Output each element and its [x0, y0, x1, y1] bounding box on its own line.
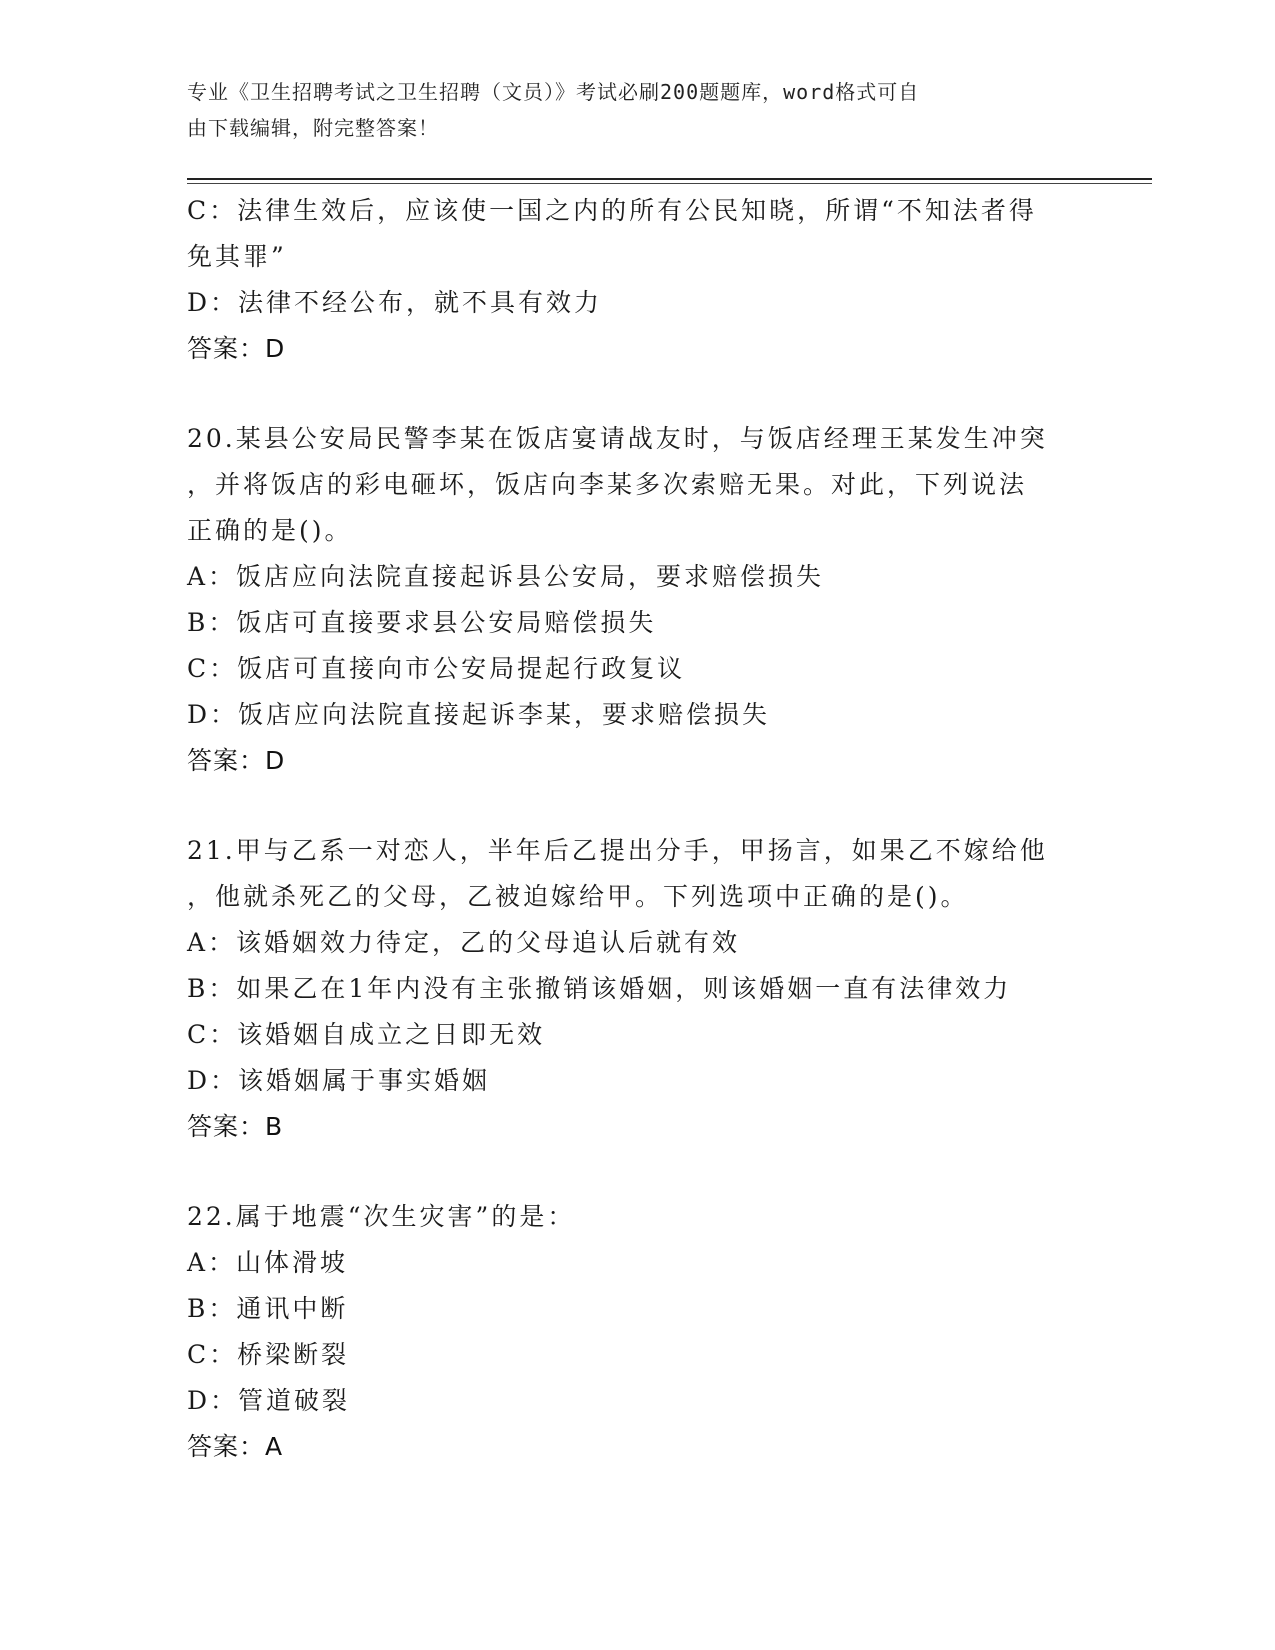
question-stem-line: 正确的是()。	[187, 516, 353, 545]
option-d: D：法律不经公布，就不具有效力	[187, 288, 603, 317]
header-line-2: 由下载编辑，附完整答案！	[187, 116, 439, 140]
option-a: A：山体滑坡	[187, 1248, 349, 1277]
question-stem-line: ，他就杀死乙的父母，乙被迫嫁给甲。下列选项中正确的是()。	[187, 882, 969, 911]
option-b: B：饭店可直接要求县公安局赔偿损失	[187, 608, 657, 637]
document-header	[187, 74, 1077, 146]
answer-line: 答案：D	[187, 746, 286, 775]
spacer	[187, 1150, 1087, 1194]
question-stem-line: 21.甲与乙系一对恋人，半年后乙提出分手，甲扬言，如果乙不嫁给他	[187, 836, 1048, 865]
header-divider-thin	[187, 183, 1152, 184]
option-b: B：通讯中断	[187, 1294, 349, 1323]
answer-line: 答案：B	[187, 1112, 284, 1141]
spacer	[187, 372, 1087, 416]
option-d: D：管道破裂	[187, 1386, 351, 1415]
option-d: D：该婚姻属于事实婚姻	[187, 1066, 491, 1095]
question-20	[187, 416, 1087, 784]
question-stem-line: ，并将饭店的彩电砸坏，饭店向李某多次索赔无果。对此，下列说法	[187, 470, 1028, 499]
option-c-line-1: C：法律生效后，应该使一国之内的所有公民知晓，所谓“不知法者得	[187, 196, 1037, 225]
option-d: D：饭店应向法院直接起诉李某，要求赔偿损失	[187, 700, 771, 729]
spacer	[187, 784, 1087, 828]
question-22	[187, 1194, 1087, 1470]
option-b: B：如果乙在1年内没有主张撤销该婚姻，则该婚姻一直有法律效力	[187, 974, 1012, 1003]
option-c: C：该婚姻自成立之日即无效	[187, 1020, 546, 1049]
question-19-continuation	[187, 188, 1087, 372]
answer-line: 答案：A	[187, 1432, 284, 1461]
header-line-1: 专业《卫生招聘考试之卫生招聘（文员）》考试必刷200题题库，word格式可自	[187, 80, 920, 104]
option-c: C：桥梁断裂	[187, 1340, 350, 1369]
option-a: A：该婚姻效力待定，乙的父母追认后就有效	[187, 928, 741, 957]
option-a: A：饭店应向法院直接起诉县公安局，要求赔偿损失	[187, 562, 825, 591]
header-divider-thick	[187, 178, 1152, 180]
option-c-line-2: 免其罪”	[187, 242, 287, 271]
document-body	[187, 188, 1087, 1470]
question-stem-line: 20.某县公安局民警李某在饭店宴请战友时，与饭店经理王某发生冲突	[187, 424, 1048, 453]
question-stem-line: 22.属于地震“次生灾害”的是：	[187, 1202, 576, 1231]
question-21	[187, 828, 1087, 1150]
answer-line: 答案：D	[187, 334, 286, 363]
option-c: C：饭店可直接向市公安局提起行政复议	[187, 654, 686, 683]
